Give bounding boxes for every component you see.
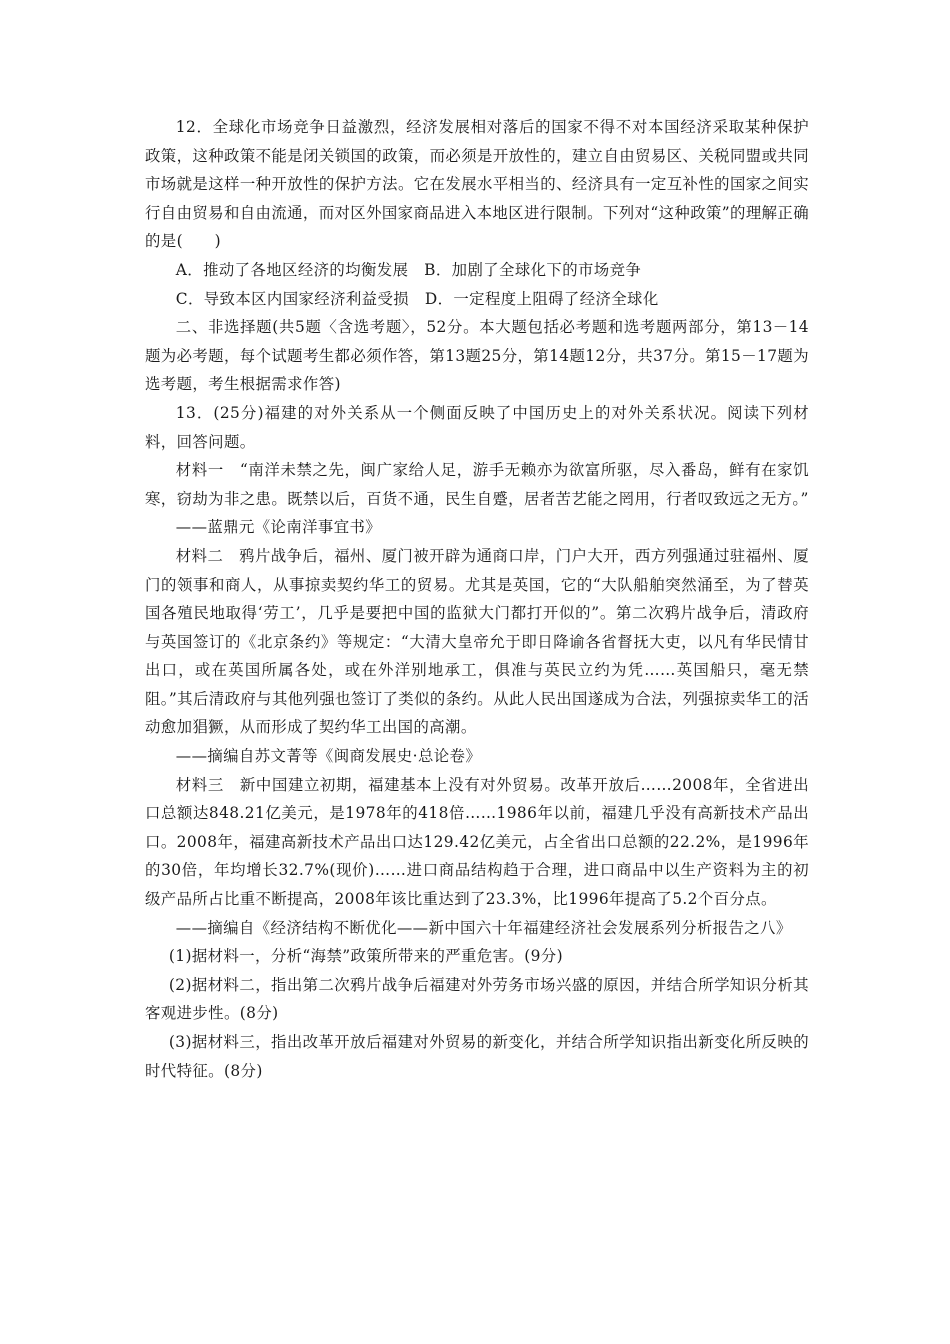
question-12-options-cd: C．导致本区内国家经济利益受损 D．一定程度上阻碍了经济全球化 bbox=[175, 289, 659, 308]
question-12-stem: 12．全球化市场竞争日益激烈，经济发展相对落后的国家不得不对本国经济采取某种保护政策，这种政策不能是闭关锁国的政策，而必须是开放性的，建立自由贸易区、关税同盟或共同市场就是这样一种开放性的保护方法。它在发展水平相当的、经济具有一定互补性的国家之间实行自由贸易和自由流通，而对区外国家商品进入本地区进行限制。下列对“这种政策”的理解正确的是( ) bbox=[145, 118, 809, 251]
material-1-source: ——蓝鼎元《论南洋事宜书》 bbox=[175, 518, 382, 537]
material-2: 材料二 鸦片战争后，福州、厦门被开辟为通商口岸，门户大开，西方列强通过驻福州、厦门的领事和商人，从事掠卖契约华工的贸易。尤其是英国，它的“大队船舶突然涌至，为了替英国各殖民地取得‘劳工’，几乎是要把中国的监狱大门都打开似的”。第二次鸦片战争后，清政府与英国签订的《北京条约》等规定：“大清大皇帝允于即日降谕各省督抚大吏，以凡有华民情甘出口，或在英国所属各处，或在外洋别地承工，俱准与英民立约为凭……英国船只，毫无禁阻。”其后清政府与其他列强也签订了类似的条约。从此人民出国遂成为合法，列强掠卖华工的活动愈加猖獗，从而形成了契约华工出国的高潮。 bbox=[145, 546, 809, 737]
section-2-instructions: 二、非选择题(共5题〈含选考题〉，52分。本大题包括必考题和选考题两部分，第13－14题为必考题，每个试题考生都必须作答，第13题25分，第14题12分，共37分。第15－17题为选考题，考生根据需求作答) bbox=[145, 318, 809, 394]
material-3-source: ——摘编自《经济结构不断优化——新中国六十年福建经济社会发展系列分析报告之八》 bbox=[175, 918, 792, 937]
material-1: 材料一 “南洋未禁之先，闽广家给人足，游手无赖亦为欲富所驱，尽入番岛，鲜有在家饥寒，窃劫为非之患。既禁以后，百货不通，民生自蹙，居者苦艺能之罔用，行者叹致远之无方。” bbox=[145, 461, 809, 508]
sub-question-2: (2)据材料二，指出第二次鸦片战争后福建对外劳务市场兴盛的原因，并结合所学知识分析其客观进步性。(8分) bbox=[145, 975, 809, 1023]
sub-question-1: (1)据材料一，分析“海禁”政策所带来的严重危害。(9分) bbox=[168, 947, 564, 966]
question-12-options-ab: A．推动了各地区经济的均衡发展 B．加剧了全球化下的市场竞争 bbox=[175, 260, 642, 279]
exam-page bbox=[145, 113, 809, 1085]
material-3: 材料三 新中国建立初期，福建基本上没有对外贸易。改革开放后……2008年，全省进出口总额达848.21亿美元，是1978年的418倍……1986年以前，福建几乎没有高新技术产品出口。2008年，福建高新技术产品出口达129.42亿美元，占全省出口总额的22.2%，是1996年的30倍，年均增长32.7%(现价)……进口商品结构趋于合理，进口商品中以生产资料为主的初级产品所占比重不断提高，2008年该比重达到了23.3%，比1996年提高了5.2个百分点。 bbox=[145, 775, 809, 909]
question-13-stem: 13．(25分)福建的对外关系从一个侧面反映了中国历史上的对外关系状况。阅读下列材料，回答问题。 bbox=[145, 403, 809, 451]
material-2-source: ——摘编自苏文菁等《闽商发展史·总论卷》 bbox=[175, 747, 482, 766]
sub-question-3: (3)据材料三，指出改革开放后福建对外贸易的新变化，并结合所学知识指出新变化所反映的时代特征。(8分) bbox=[145, 1033, 809, 1080]
